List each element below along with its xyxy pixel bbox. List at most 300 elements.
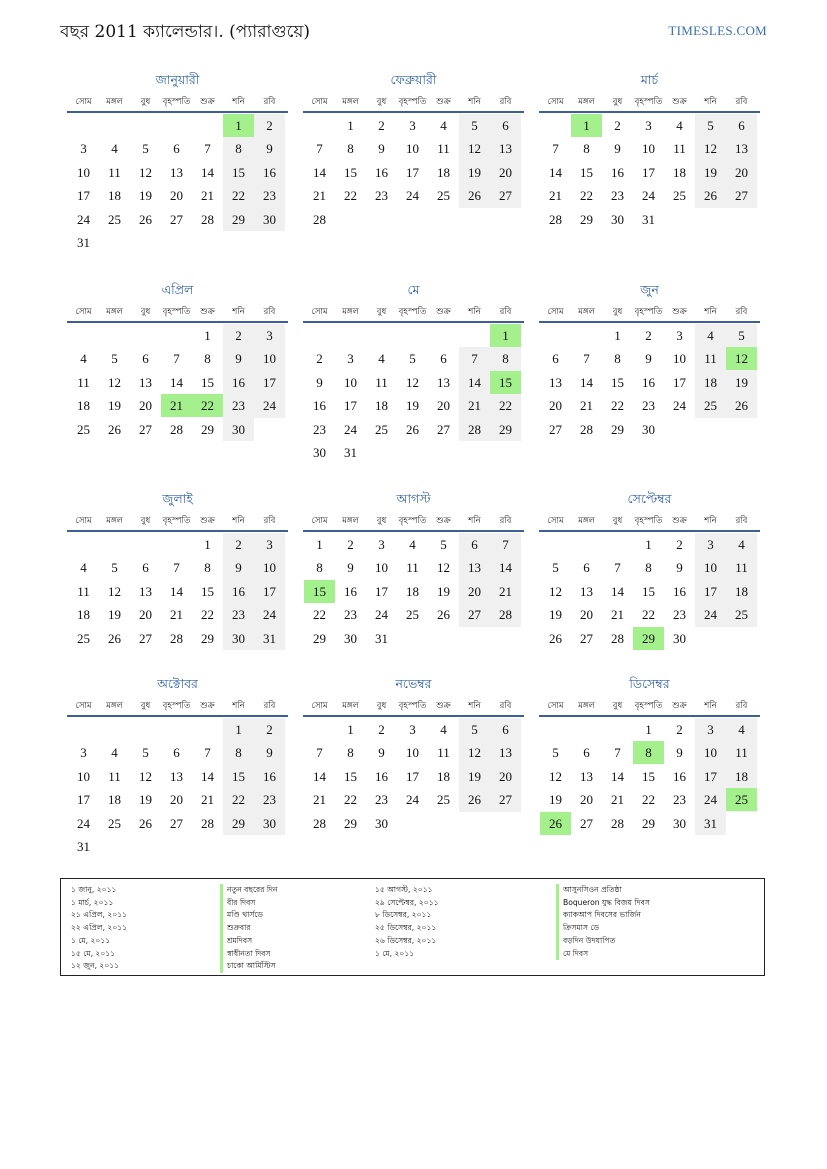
day-cell: 2	[266, 118, 273, 133]
legend-holiday-name: চাকো আর্মিস্টিস	[227, 961, 276, 971]
day-cell: 20	[468, 583, 481, 599]
day-cell: 17	[704, 583, 717, 599]
day-cell: 22	[201, 607, 214, 623]
day-cell: 8	[204, 560, 211, 576]
weekday-label: শুক্র	[200, 97, 215, 107]
header-rule	[303, 530, 524, 532]
holiday-day-cell: 25	[726, 788, 757, 811]
day-cell: 27	[499, 792, 512, 808]
day-cell: 13	[139, 583, 152, 599]
legend-date: ২১ এপ্রিল, ২০১১	[71, 910, 128, 920]
weekday-label: মঙ্গল	[578, 701, 595, 711]
day-cell: 18	[673, 164, 686, 180]
day-cell: 22	[232, 792, 245, 808]
month-calendar	[303, 72, 524, 262]
weekday-label: মঙ্গল	[578, 97, 595, 107]
day-cell: 4	[440, 118, 447, 133]
legend-date: ৮ ডিসেম্বর, ২০১১	[375, 910, 432, 920]
weekday-label: বৃহস্পতি	[162, 701, 191, 711]
day-cell: 22	[642, 607, 655, 623]
day-cell: 15	[232, 164, 245, 180]
header-rule	[539, 111, 760, 113]
day-cell: 26	[139, 815, 152, 831]
weekday-label: শনি	[704, 516, 717, 526]
brand-link[interactable]: TIMESLES.COM	[668, 23, 767, 38]
weekday-label: শুক্র	[672, 516, 687, 526]
day-cell: 21	[580, 398, 593, 414]
day-cell: 6	[502, 118, 509, 133]
weekday-label: মঙ্গল	[106, 701, 123, 711]
day-cell: 3	[707, 537, 714, 552]
weekday-header	[303, 514, 524, 528]
weekday-label: শুক্র	[200, 307, 215, 317]
day-cell: 26	[437, 607, 450, 623]
day-cell: 2	[614, 118, 621, 133]
day-cell: 7	[173, 560, 180, 576]
day-cell: 27	[580, 630, 593, 646]
day-cell: 1	[645, 537, 652, 552]
month-calendar	[303, 282, 524, 472]
day-cell: 4	[80, 351, 87, 367]
day-cell: 19	[468, 768, 481, 784]
day-cell: 30	[313, 445, 326, 460]
weekday-label: শনি	[704, 307, 717, 317]
weekday-label: শনি	[468, 701, 481, 711]
day-cell: 8	[583, 141, 590, 157]
weekday-label: বুধ	[376, 307, 387, 317]
day-cell: 28	[611, 630, 624, 646]
month-calendar	[539, 491, 760, 681]
day-cell: 19	[406, 398, 419, 414]
day-cell: 8	[316, 560, 323, 576]
legend-date: ১৫ আগস্ট, ২০১১	[375, 885, 433, 894]
day-cell: 31	[263, 630, 276, 646]
weekday-label: সোম	[311, 516, 328, 526]
legend-date: ২৯ সেপ্টেম্বর, ২০১১	[375, 897, 439, 907]
day-cell: 24	[406, 792, 419, 808]
legend-date: ১২ জুন, ২০১১	[71, 961, 120, 971]
day-cell: 15	[344, 164, 357, 180]
day-cell: 17	[642, 164, 655, 180]
day-cell: 2	[645, 328, 652, 343]
month-calendar	[67, 72, 288, 262]
day-cell: 12	[406, 374, 419, 390]
weekday-label: মঙ্গল	[106, 307, 123, 317]
day-cell: 17	[263, 583, 276, 599]
day-cell: 19	[108, 607, 121, 623]
weekday-header	[67, 95, 288, 109]
day-cell: 6	[552, 351, 559, 367]
header-rule	[303, 111, 524, 113]
page-title: বছর 2011 ক্যালেন্ডার।. (প্যারাগুয়ে)	[60, 22, 311, 42]
day-cell: 13	[170, 164, 183, 180]
day-cell: 20	[580, 792, 593, 808]
day-cell: 2	[347, 537, 354, 552]
weekday-label: মঙ্গল	[578, 516, 595, 526]
weekday-label: বৃহস্পতি	[634, 307, 663, 317]
day-cell: 23	[642, 398, 655, 414]
day-cell: 3	[409, 118, 416, 133]
day-cell: 26	[704, 188, 717, 204]
day-cell: 6	[738, 118, 745, 133]
day-cell: 11	[108, 768, 121, 784]
day-cell: 22	[580, 188, 593, 204]
day-cell: 1	[316, 537, 323, 552]
day-cell: 7	[502, 537, 509, 552]
weekday-label: শনি	[704, 97, 717, 107]
weekday-header	[67, 699, 288, 713]
day-cell: 8	[502, 351, 509, 367]
day-cell: 14	[580, 374, 593, 390]
day-cell: 27	[468, 607, 481, 623]
weekday-label: বুধ	[140, 307, 151, 317]
day-cell: 13	[549, 374, 562, 390]
day-cell: 12	[139, 164, 152, 180]
weekday-header	[303, 305, 524, 319]
day-cell: 27	[139, 630, 152, 646]
day-cell: 4	[409, 537, 416, 552]
weekday-label: মঙ্গল	[106, 516, 123, 526]
day-cell: 23	[263, 188, 276, 204]
day-cell: 8	[347, 141, 354, 157]
day-cell: 1	[204, 328, 211, 343]
day-cell: 15	[232, 768, 245, 784]
day-cell: 5	[440, 537, 447, 552]
day-cell: 3	[676, 328, 683, 343]
day-cell: 20	[499, 768, 512, 784]
days-grid	[303, 718, 524, 862]
weekday-label: সোম	[547, 307, 564, 317]
weekday-label: মঙ্গল	[342, 516, 359, 526]
legend-holiday-name: ক্রিসমাস ডে	[563, 923, 600, 933]
month-name: সেপ্টেম্বর	[627, 491, 672, 506]
month-name: আগস্ট	[396, 491, 431, 506]
month-calendar	[539, 676, 760, 866]
day-cell: 1	[347, 722, 354, 737]
day-cell: 19	[704, 164, 717, 180]
day-cell: 14	[499, 560, 512, 576]
day-cell: 8	[347, 745, 354, 761]
day-cell: 16	[263, 164, 276, 180]
day-cell: 29	[201, 421, 214, 437]
day-cell: 3	[80, 745, 87, 761]
day-cell: 10	[704, 745, 717, 761]
day-cell: 28	[313, 815, 326, 831]
weekday-label: শনি	[232, 516, 245, 526]
header-rule	[303, 321, 524, 323]
day-cell: 23	[611, 188, 624, 204]
weekday-label: বৃহস্পতি	[634, 701, 663, 711]
day-cell: 24	[375, 607, 388, 623]
day-cell: 17	[375, 583, 388, 599]
day-cell: 4	[707, 328, 714, 343]
day-cell: 14	[313, 768, 326, 784]
day-cell: 28	[611, 815, 624, 831]
day-cell: 20	[139, 607, 152, 623]
weekday-label: শুক্র	[200, 701, 215, 711]
day-cell: 16	[263, 768, 276, 784]
day-cell: 10	[344, 374, 357, 390]
month-name: এপ্রিল	[161, 282, 194, 297]
legend-holiday-name: বড়দিন উদযাপিত	[563, 935, 616, 945]
weekday-label: সোম	[311, 701, 328, 711]
legend-holiday-name: নতুন বছরের দিন	[227, 885, 278, 894]
holiday-day-cell: 22	[192, 394, 223, 417]
day-cell: 12	[437, 560, 450, 576]
day-cell: 18	[437, 768, 450, 784]
weekday-label: বৃহস্পতি	[162, 307, 191, 317]
month-calendar	[67, 491, 288, 681]
weekday-label: সোম	[75, 307, 92, 317]
day-cell: 17	[406, 164, 419, 180]
day-cell: 9	[266, 745, 273, 761]
weekday-label: বুধ	[140, 516, 151, 526]
days-grid	[67, 533, 288, 677]
day-cell: 30	[232, 630, 245, 646]
weekday-label: শনি	[468, 516, 481, 526]
month-name: জুন	[640, 282, 659, 297]
day-cell: 12	[468, 745, 481, 761]
day-cell: 28	[201, 211, 214, 227]
day-cell: 19	[468, 164, 481, 180]
day-cell: 30	[673, 815, 686, 831]
day-cell: 14	[201, 164, 214, 180]
weekday-label: রবি	[735, 97, 748, 107]
day-cell: 2	[378, 722, 385, 737]
day-cell: 17	[406, 768, 419, 784]
day-cell: 23	[673, 607, 686, 623]
day-cell: 13	[468, 560, 481, 576]
month-calendar	[303, 491, 524, 681]
day-cell: 11	[704, 351, 717, 367]
day-cell: 10	[642, 141, 655, 157]
day-cell: 20	[499, 164, 512, 180]
legend-date: ১ মে, ২০১১	[375, 948, 415, 958]
day-cell: 9	[378, 745, 385, 761]
weekday-label: বৃহস্পতি	[162, 516, 191, 526]
day-cell: 7	[583, 351, 590, 367]
day-cell: 16	[232, 583, 245, 599]
weekday-label: শুক্র	[436, 516, 451, 526]
days-grid	[539, 114, 760, 258]
day-cell: 1	[204, 537, 211, 552]
day-cell: 22	[344, 792, 357, 808]
day-cell: 26	[108, 630, 121, 646]
day-cell: 9	[316, 374, 323, 390]
day-cell: 9	[614, 141, 621, 157]
weekday-label: শনি	[468, 97, 481, 107]
holiday-day-cell: 1	[223, 114, 254, 137]
weekday-label: বুধ	[376, 97, 387, 107]
day-cell: 6	[583, 560, 590, 576]
day-cell: 11	[375, 374, 388, 390]
day-cell: 30	[232, 421, 245, 437]
day-cell: 6	[471, 537, 478, 552]
day-cell: 29	[580, 211, 593, 227]
day-cell: 15	[642, 768, 655, 784]
day-cell: 19	[735, 374, 748, 390]
day-cell: 25	[704, 398, 717, 414]
holiday-day-cell: 15	[490, 371, 521, 394]
day-cell: 29	[232, 211, 245, 227]
day-cell: 15	[642, 583, 655, 599]
day-cell: 12	[139, 768, 152, 784]
day-cell: 1	[645, 722, 652, 737]
day-cell: 14	[170, 583, 183, 599]
legend-holiday-name: ক্যাকআপ দিবসের ভার্জিন	[563, 910, 641, 920]
weekday-header	[539, 305, 760, 319]
days-grid	[67, 114, 288, 258]
day-cell: 21	[611, 607, 624, 623]
day-cell: 8	[235, 141, 242, 157]
day-cell: 5	[111, 560, 118, 576]
legend-holiday-name: Boqueron যুদ্ধ বিজয় দিবস	[563, 897, 650, 907]
day-cell: 23	[313, 421, 326, 437]
day-cell: 4	[111, 141, 118, 157]
day-cell: 10	[704, 560, 717, 576]
day-cell: 17	[673, 374, 686, 390]
day-cell: 11	[77, 583, 90, 599]
day-cell: 11	[108, 164, 121, 180]
weekday-label: সোম	[547, 516, 564, 526]
day-cell: 29	[642, 815, 655, 831]
day-cell: 6	[583, 745, 590, 761]
day-cell: 21	[201, 188, 214, 204]
day-cell: 30	[375, 815, 388, 831]
weekday-label: শুক্র	[200, 516, 215, 526]
days-grid	[539, 718, 760, 862]
day-cell: 22	[499, 398, 512, 414]
day-cell: 26	[549, 630, 562, 646]
holiday-day-cell: 12	[726, 347, 757, 370]
day-cell: 18	[735, 583, 748, 599]
day-cell: 27	[499, 188, 512, 204]
day-cell: 18	[375, 398, 388, 414]
day-cell: 2	[266, 722, 273, 737]
day-cell: 15	[201, 583, 214, 599]
day-cell: 15	[201, 374, 214, 390]
weekday-label: রবি	[263, 516, 276, 526]
day-cell: 28	[580, 421, 593, 437]
day-cell: 24	[263, 398, 276, 414]
legend-date: ১ মার্চ, ২০১১	[71, 897, 114, 907]
day-cell: 25	[437, 792, 450, 808]
day-cell: 22	[344, 188, 357, 204]
day-cell: 3	[266, 328, 273, 343]
legend-holiday-name: স্বাধীনতা দিবস	[227, 948, 271, 958]
day-cell: 9	[645, 351, 652, 367]
day-cell: 4	[738, 722, 745, 737]
weekday-label: মঙ্গল	[578, 307, 595, 317]
day-cell: 3	[378, 537, 385, 552]
day-cell: 13	[499, 745, 512, 761]
days-grid	[539, 324, 760, 468]
weekday-label: শুক্র	[436, 97, 451, 107]
month-name: ফেব্রুয়ারী	[390, 72, 437, 87]
days-grid	[303, 533, 524, 677]
legend-names-left	[220, 884, 278, 973]
day-cell: 18	[406, 583, 419, 599]
day-cell: 29	[611, 421, 624, 437]
day-cell: 5	[707, 118, 714, 133]
day-cell: 24	[406, 188, 419, 204]
days-grid	[303, 114, 524, 258]
day-cell: 16	[673, 768, 686, 784]
day-cell: 13	[580, 583, 593, 599]
days-grid	[539, 533, 760, 677]
holiday-day-cell: 8	[633, 741, 664, 764]
day-cell: 22	[611, 398, 624, 414]
day-cell: 5	[142, 141, 149, 157]
weekday-label: শনি	[232, 97, 245, 107]
day-cell: 17	[77, 792, 90, 808]
day-cell: 5	[142, 745, 149, 761]
month-calendar	[539, 282, 760, 472]
day-cell: 5	[409, 351, 416, 367]
day-cell: 2	[676, 537, 683, 552]
day-cell: 30	[344, 630, 357, 646]
day-cell: 18	[108, 792, 121, 808]
day-cell: 26	[406, 421, 419, 437]
day-cell: 16	[375, 164, 388, 180]
day-cell: 11	[437, 141, 450, 157]
day-cell: 3	[80, 141, 87, 157]
days-grid	[67, 324, 288, 468]
day-cell: 15	[580, 164, 593, 180]
weekday-label: রবি	[263, 701, 276, 711]
day-cell: 13	[170, 768, 183, 784]
day-cell: 14	[549, 164, 562, 180]
day-cell: 11	[735, 560, 748, 576]
legend-holiday-name: শ্রমদিবস	[227, 935, 253, 945]
month-calendar	[303, 676, 524, 866]
day-cell: 25	[735, 607, 748, 623]
header-rule	[67, 321, 288, 323]
day-cell: 21	[313, 188, 326, 204]
day-cell: 6	[142, 560, 149, 576]
day-cell: 9	[235, 351, 242, 367]
day-cell: 31	[375, 630, 388, 646]
day-cell: 30	[263, 815, 276, 831]
day-cell: 19	[437, 583, 450, 599]
day-cell: 3	[266, 537, 273, 552]
weekday-label: বৃহস্পতি	[634, 97, 663, 107]
day-cell: 19	[139, 792, 152, 808]
day-cell: 2	[676, 722, 683, 737]
day-cell: 2	[378, 118, 385, 133]
day-cell: 1	[347, 118, 354, 133]
weekday-header	[67, 514, 288, 528]
legend-holiday-name: বীর দিবস	[227, 897, 256, 907]
weekday-label: মঙ্গল	[106, 97, 123, 107]
month-name: নভেম্বর	[395, 676, 432, 691]
day-cell: 3	[409, 722, 416, 737]
day-cell: 31	[77, 235, 90, 250]
day-cell: 29	[201, 630, 214, 646]
holiday-day-cell: 1	[490, 324, 521, 347]
day-cell: 5	[471, 118, 478, 133]
day-cell: 9	[676, 745, 683, 761]
day-cell: 17	[77, 188, 90, 204]
day-cell: 20	[549, 398, 562, 414]
day-cell: 10	[406, 745, 419, 761]
day-cell: 14	[201, 768, 214, 784]
month-name: ডিসেম্বর	[629, 676, 670, 691]
header-rule	[539, 321, 760, 323]
day-cell: 28	[499, 607, 512, 623]
weekday-label: রবি	[735, 516, 748, 526]
day-cell: 20	[735, 164, 748, 180]
